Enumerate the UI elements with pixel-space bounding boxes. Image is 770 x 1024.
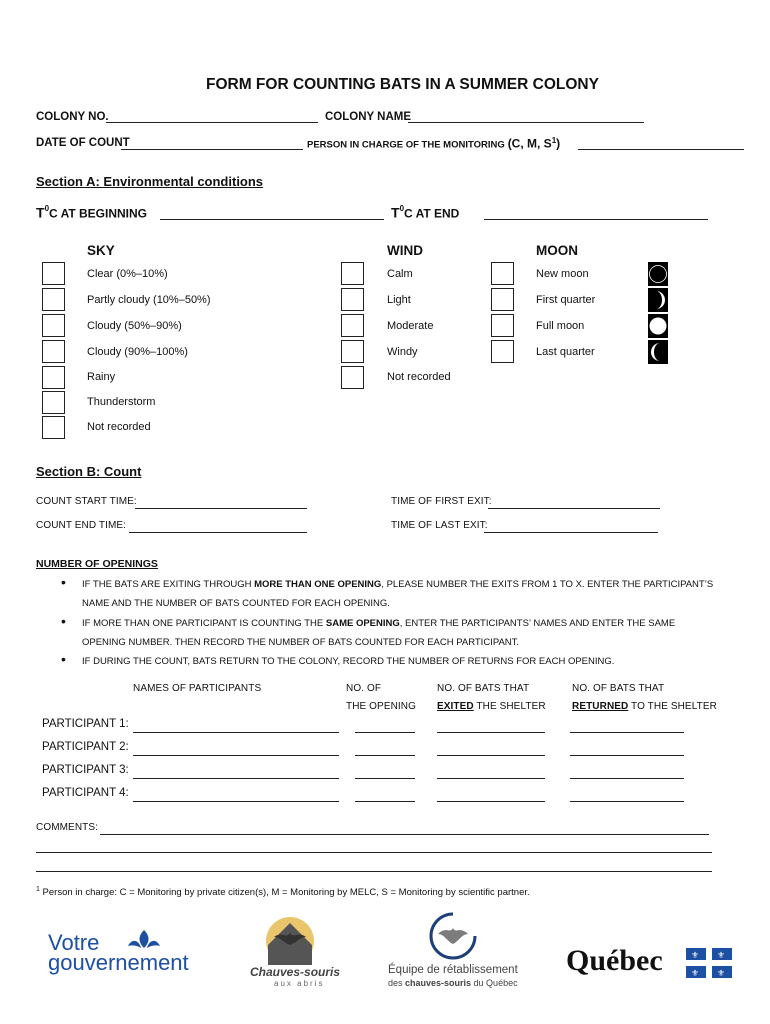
moon-option-new: New moon [536,268,589,280]
svg-text:⚜: ⚜ [717,969,726,978]
sky-option-rainy: Rainy [87,371,116,383]
colony-no-field[interactable] [106,122,318,123]
equipe-line-1: Équipe de rétablissement [388,964,518,976]
colony-no-label: COLONY NO. [36,111,109,123]
equipe-retablissement-logo [388,912,528,987]
bullet-1-a: IF THE BATS ARE EXITING THROUGH [82,579,255,590]
participant-4-returned-field[interactable] [570,801,684,802]
date-of-count-field[interactable] [121,149,303,150]
participant-1-name-field[interactable] [133,732,339,733]
person-in-charge-label [307,136,560,151]
footnote [36,886,530,898]
equipe-line-2a: des [388,978,406,988]
col-returned-underlined: RETURNED [572,701,629,712]
participant-4-opening-field[interactable] [355,801,415,802]
col-exited-header-2 [437,701,546,712]
sky-checkbox-clear[interactable] [42,262,65,285]
votre-gouvernement-logo [48,928,198,976]
equipe-line-2b: chauves-souris [405,978,472,988]
wind-checkbox-moderate[interactable] [341,314,364,337]
svg-text:⚜: ⚜ [691,969,700,978]
last-exit-field[interactable] [484,532,658,533]
participant-2-exited-field[interactable] [437,755,545,756]
count-start-label: COUNT START TIME: [36,496,137,507]
bullet-2-c: , ENTER THE PARTICIPANTS’ NAMES AND ENTER THE SAME [399,618,676,629]
svg-text:⚜: ⚜ [717,951,726,961]
bullet-1-b: MORE THAN ONE OPENING [254,579,382,590]
person-close: ) [556,136,561,151]
sky-option-cloudy-50-90: Cloudy (50%–90%) [87,320,182,332]
participant-1-returned-field[interactable] [570,732,684,733]
person-in-charge-field[interactable] [578,149,744,150]
votre-text: Votre [48,930,100,955]
col-returned-header-2 [572,701,717,712]
wind-option-calm: Calm [387,268,413,280]
count-end-field[interactable] [129,532,307,533]
participant-4-name-field[interactable] [133,801,339,802]
participant-3-exited-field[interactable] [437,778,545,779]
wind-option-windy: Windy [387,346,418,358]
full-moon-icon [648,314,668,338]
bullet-dot: • [61,574,66,590]
bullet-2-b: SAME OPENING [325,618,400,629]
bullet-dot: • [61,613,66,629]
temp-begin-prefix: T [36,204,45,221]
col-exited-underlined: EXITED [437,701,474,712]
wind-option-light: Light [387,294,411,306]
colony-name-label: COLONY NAME [325,111,412,123]
person-in-charge-text: PERSON IN CHARGE OF THE MONITORING [307,139,505,151]
quebec-text: Québec [566,944,663,977]
comments-field-line-3[interactable] [36,871,712,872]
date-of-count-label: DATE OF COUNT [36,137,130,149]
participant-3-returned-field[interactable] [570,778,684,779]
wind-option-not-recorded: Not recorded [387,371,451,383]
wind-checkbox-not-recorded[interactable] [341,366,364,389]
temp-begin-text: C AT BEGINNING [49,206,148,221]
openings-title: NUMBER OF OPENINGS [36,558,158,570]
footnote-text: Person in charge: C = Monitoring by private citizen(s), M = Monitoring by MELC, S = Monitoring by scientific partner. [42,887,530,899]
temp-end-prefix: T [391,204,400,221]
temp-begin-sup: 0 [44,204,50,213]
chauves-souris-aux-abris-logo [244,915,341,990]
count-start-field[interactable] [135,508,307,509]
bullet-2-line-2: OPENING NUMBER. THEN RECORD THE NUMBER OF BATS COUNTED FOR EACH PARTICIPANT. [82,637,520,648]
col-returned-header-1: NO. OF BATS THAT [572,683,665,694]
bat-circle-icon [426,912,480,960]
moon-header: MOON [536,243,578,258]
participant-3-name-field[interactable] [133,778,339,779]
col-exited-header-1: NO. OF BATS THAT [437,683,530,694]
last-exit-label: TIME OF LAST EXIT: [391,520,488,531]
participant-1-opening-field[interactable] [355,732,415,733]
moon-checkbox-last-quarter[interactable] [491,340,514,363]
first-quarter-icon [648,288,668,312]
col-opening-header-2: THE OPENING [346,701,416,712]
participant-4-exited-field[interactable] [437,801,545,802]
bullet-dot: • [61,651,66,667]
temp-end-field[interactable] [484,219,708,220]
sky-checkbox-not-recorded[interactable] [42,416,65,439]
person-codes: (C, M, S [507,136,552,151]
sky-option-partly-cloudy: Partly cloudy (10%–50%) [87,294,211,306]
bullet-2-a: IF MORE THAN ONE PARTICIPANT IS COUNTING THE [82,618,326,629]
temp-begin-label [36,204,147,222]
moon-option-last-quarter: Last quarter [536,346,595,358]
participant-2-label: PARTICIPANT 2: [42,741,129,753]
sky-checkbox-partly-cloudy[interactable] [42,288,65,311]
colony-name-field[interactable] [408,122,644,123]
sky-option-clear: Clear (0%–10%) [87,268,168,280]
bullet-3-line-1: IF DURING THE COUNT, BATS RETURN TO THE COLONY, RECORD THE NUMBER OF RETURNS FOR EACH OPENING. [82,656,615,667]
temp-begin-field[interactable] [160,219,384,220]
sky-option-thunderstorm: Thunderstorm [87,396,156,408]
section-a-title: Section A: Environmental conditions [36,174,264,189]
wind-checkbox-light[interactable] [341,288,364,311]
chauves-souris-text: Chauves-souris [250,965,341,979]
moon-checkbox-full[interactable] [491,314,514,337]
svg-text:⚜: ⚜ [691,951,700,961]
footnote-number: 1 [36,886,40,893]
moon-option-full: Full moon [536,320,585,332]
participant-2-opening-field[interactable] [355,755,415,756]
participant-1-label: PARTICIPANT 1: [42,718,129,730]
comments-field-line-2[interactable] [36,852,712,853]
comments-field-line-1[interactable] [100,834,709,835]
section-b-title: Section B: Count [36,464,142,479]
moon-checkbox-new[interactable] [491,262,514,285]
participant-3-opening-field[interactable] [355,778,415,779]
col-opening-header-1: NO. OF [346,683,382,694]
moon-option-first-quarter: First quarter [536,294,596,306]
first-exit-label: TIME OF FIRST EXIT: [391,496,492,507]
participant-4-label: PARTICIPANT 4: [42,787,129,799]
participant-2-name-field[interactable] [133,755,339,756]
comments-label: COMMENTS: [36,822,99,833]
quebec-flag-icon [686,948,732,978]
bullet-2-line-1 [82,618,675,629]
wind-checkbox-calm[interactable] [341,262,364,285]
col-returned-rest: TO THE SHELTER [628,701,717,712]
form-title: FORM FOR COUNTING BATS IN A SUMMER COLONY [206,76,599,93]
count-end-label: COUNT END TIME: [36,520,127,531]
person-sup: 1 [551,136,557,145]
first-exit-field[interactable] [488,508,660,509]
bullet-1-line-2: NAME AND THE NUMBER OF BATS COUNTED FOR EACH OPENING. [82,598,390,609]
participant-3-label: PARTICIPANT 3: [42,764,129,776]
wind-option-moderate: Moderate [387,320,434,332]
bat-house-icon [264,915,316,965]
new-moon-icon [648,262,668,286]
quebec-logo [566,944,736,984]
aux-abris-text: aux abris [274,979,325,988]
participant-2-returned-field[interactable] [570,755,684,756]
bullet-1-line-1 [82,579,713,590]
col-names-header: NAMES OF PARTICIPANTS [133,683,262,694]
wind-checkbox-windy[interactable] [341,340,364,363]
col-exited-rest: THE SHELTER [473,701,546,712]
equipe-line-2 [388,978,518,988]
sky-checkbox-cloudy-90-100[interactable] [42,340,65,363]
temp-end-sup: 0 [399,204,405,213]
temp-end-text: C AT END [404,206,460,221]
participant-1-exited-field[interactable] [437,732,545,733]
sky-checkbox-thunderstorm[interactable] [42,391,65,414]
gouvernement-text: gouvernement [48,950,189,975]
sky-option-not-recorded: Not recorded [87,421,151,433]
temp-end-label [391,204,459,222]
sky-checkbox-rainy[interactable] [42,366,65,389]
sky-header: SKY [87,243,115,258]
bullet-1-c: , PLEASE NUMBER THE EXITS FROM 1 TO X. ENTER THE PARTICIPANT’S [381,579,714,590]
last-quarter-icon [648,340,668,364]
wind-header: WIND [387,243,423,258]
equipe-line-2c: du Québec [471,978,518,988]
moon-checkbox-first-quarter[interactable] [491,288,514,311]
sky-option-cloudy-90-100: Cloudy (90%–100%) [87,346,188,358]
sky-checkbox-cloudy-50-90[interactable] [42,314,65,337]
